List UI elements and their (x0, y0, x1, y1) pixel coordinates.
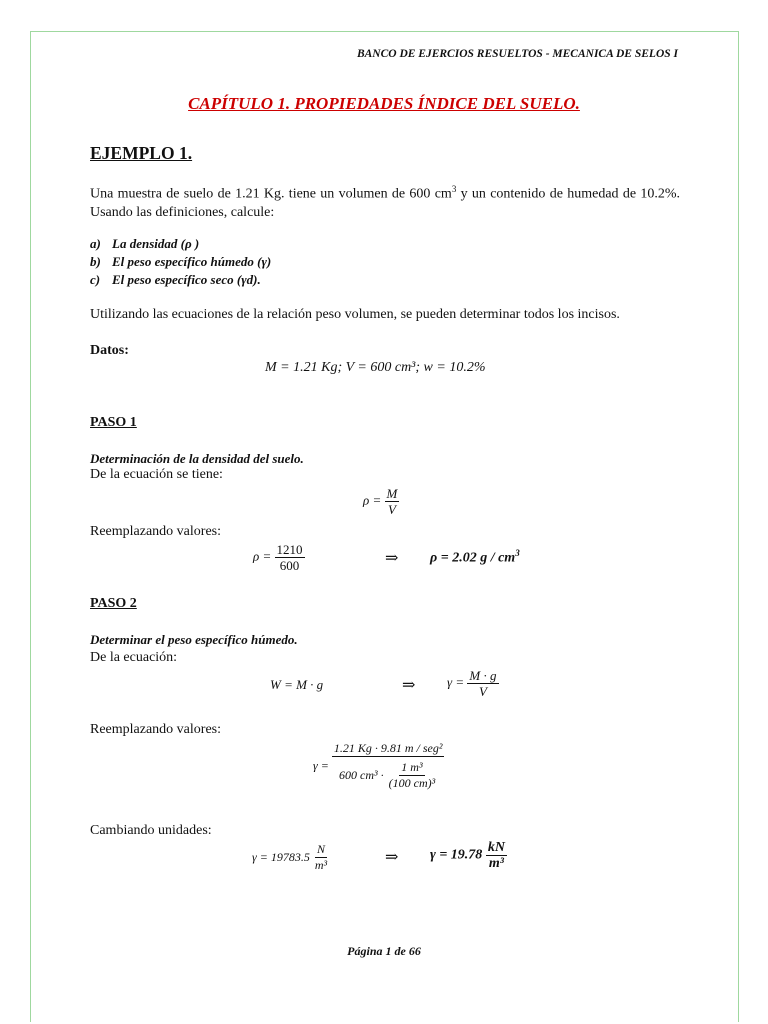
paso1-subtitle: Determinación de la densidad del suelo. (90, 451, 304, 466)
unit-weight-formula: γ = $\frac{M \cdot g}{V}$ (447, 668, 497, 699)
page-number: Página 1 de 66 (347, 944, 421, 958)
datos-equation: M = 1.21 Kg; V = 600 cm³; w = 10.2% (265, 360, 486, 375)
implies-arrow: ⇒ (402, 677, 416, 694)
density-result: ρ = 2.02 g / $cm^3$ (430, 548, 520, 566)
paso2-subtitle: Determinar el peso específico húmedo. (90, 632, 298, 647)
implies-arrow: ⇒ (385, 849, 399, 866)
method-text: Utilizando las ecuaciones de la relación peso volumen, se pueden determinar todos los incisos. (90, 307, 620, 322)
weight-formula: W = M · g (270, 677, 324, 692)
paso1-line: De la ecuación se tiene: (90, 467, 223, 482)
paso2-replace-label: Reemplazando valores: (90, 722, 222, 737)
list-item: a) La densidad (ρ ) (90, 236, 200, 251)
example-title: EJEMPLO 1. (90, 143, 193, 163)
chapter-title: CAPÍTULO 1. PROPIEDADES ÍNDICE DEL SUELO. (188, 94, 580, 113)
density-formula: ρ = $\frac{M}{V}$ (363, 486, 398, 517)
intro-paragraph: Una muestra de suelo de 1.21 Kg. tiene un volumen de 600 $cm^3$ y un contenido de humedad de 10.2%. Usando las definiciones, calcule: (90, 184, 680, 220)
implies-arrow: ⇒ (385, 550, 399, 567)
paso1-title: PASO 1 (90, 415, 137, 430)
list-item: c) El peso específico seco (γd). (90, 272, 261, 287)
paso1-replace-label: Reemplazando valores: (90, 524, 222, 539)
datos-label: Datos: (90, 343, 129, 358)
paso2-line: De la ecuación: (90, 650, 178, 665)
unit-weight-substitution: γ = 1.21 Kg · 9.81 m / seg² 600 cm³ · $\frac{\text{1 m³}}{\text{(100 cm)³}}$ (313, 741, 443, 790)
running-header: BANCO DE EJERCIOS RESUELTOS - MECANICA DE SELOS I (356, 48, 678, 60)
unit-weight-value: γ = 19783.5 $\frac{N}{\text{m³}}$ (252, 842, 328, 872)
density-substitution: ρ = $\frac{1210}{600}$ (253, 542, 303, 573)
units-label: Cambiando unidades: (90, 823, 212, 838)
paso2-title: PASO 2 (90, 596, 137, 611)
list-item: b) El peso específico húmedo (γ) (90, 254, 272, 269)
unit-weight-result: γ = 19.78 $\frac{kN}{\text{m³}}$ (430, 840, 505, 871)
